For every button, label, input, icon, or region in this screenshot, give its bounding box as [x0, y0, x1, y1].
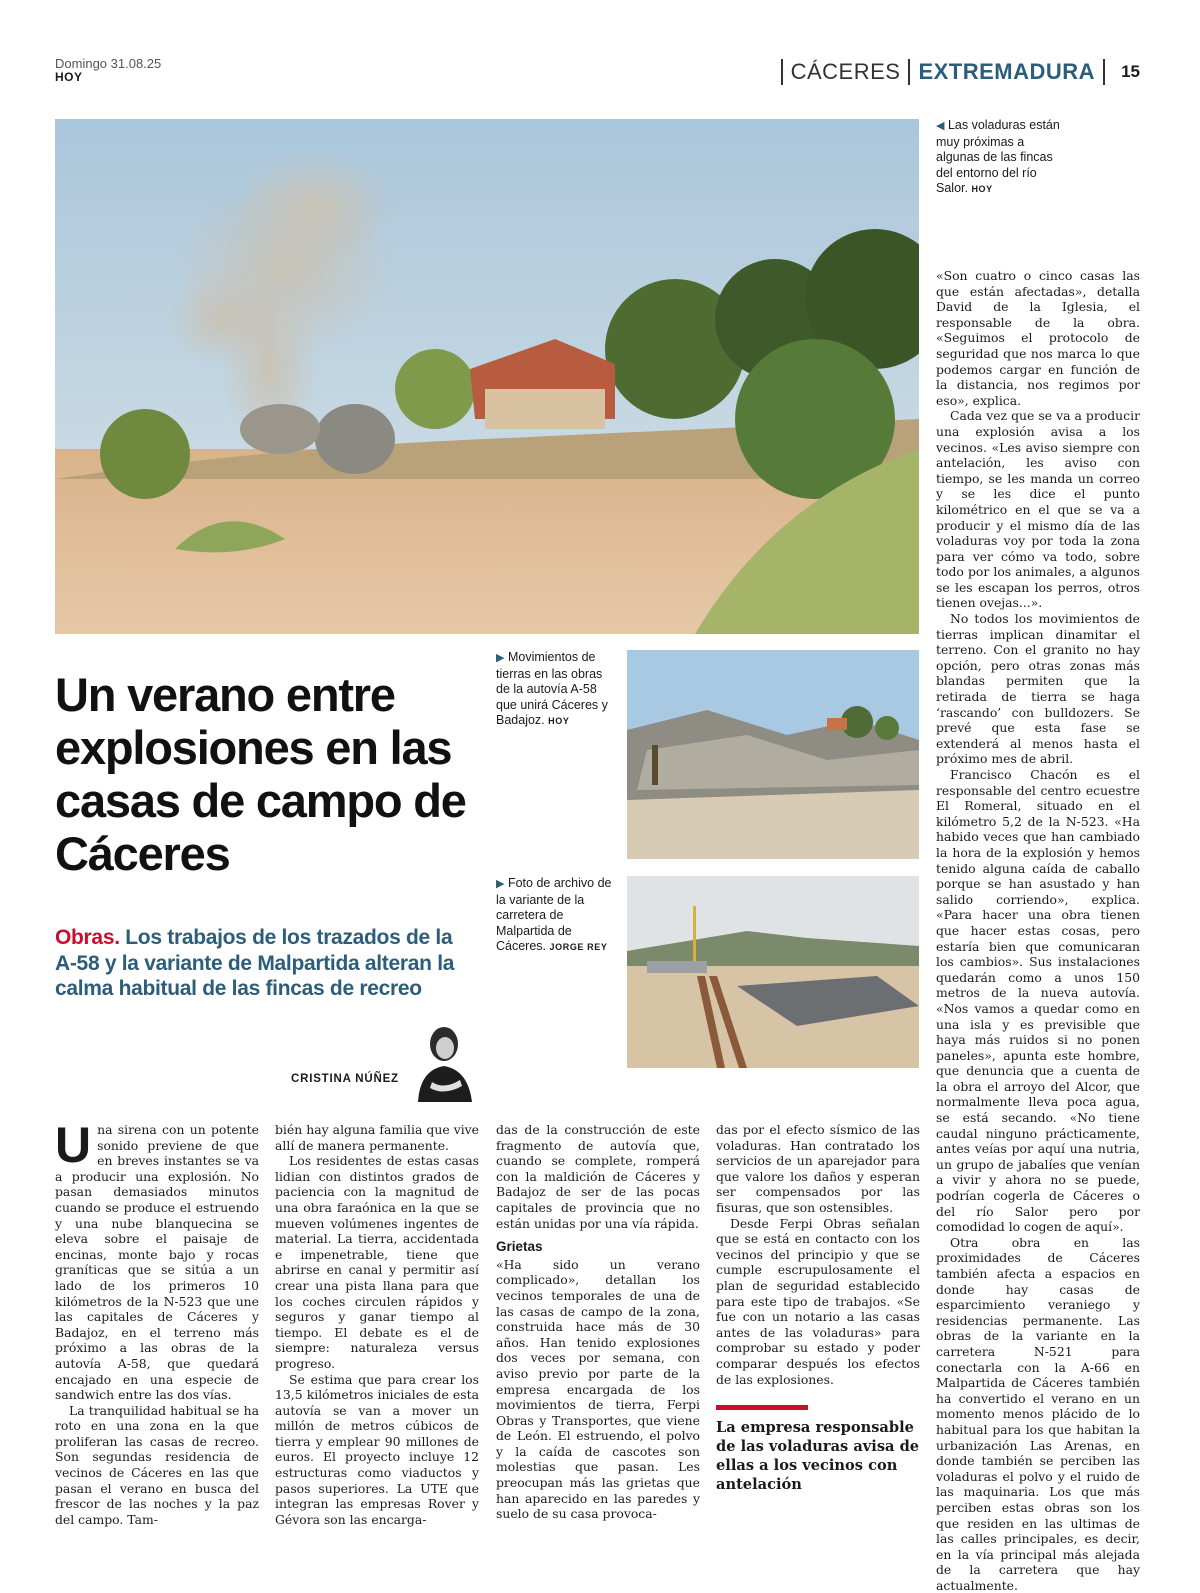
pullquote-rule: [716, 1405, 808, 1410]
paragraph: das por el efecto sísmico de las voladuras. Han contratado los servicios de un aparejador para que valore los daños y esperan ser compensados por las fisuras, que son ostensibles.: [716, 1122, 920, 1215]
caption-arrow-left-icon: ◀: [936, 120, 945, 132]
paragraph: No todos los movimientos de tierras implican dinamitar el terreno. Con el granito no hay opción, pero otras zonas más blandas permiten que la retirada de tierra se haga ‘rascando’ con bulldozers. Se prevé que esta fase se extenderá al menos hasta el próximo mes de abril.: [936, 611, 1140, 767]
pullquote: La empresa responsable de las voladuras avisa de ellas a los vecinos con antelación: [716, 1419, 920, 1494]
standfirst-text: Los trabajos de los trazados de la A-58 y la variante de Malpartida alteran la calma habitual de las fincas de recreo: [55, 926, 455, 1000]
paragraph: das de la construcción de este fragmento de autovía que, cuando se complete, romperá con la maldición de Cáceres y Badajoz de ser de las pocas capitales de provincia que no están unidas por una vía rápida.: [496, 1122, 700, 1231]
paragraph: Cada vez que se va a producir una explosión avisa a los vecinos. «Les aviso siempre con antelación, les aviso con tiempo, se les manda un correo y se les dice el punto kilométrico en el que se va a producir y el mismo día de las voladuras voy por toda la zona para ver cómo va todo, sobre todo por los animales, a algunos se les escapan los perros, otros tienen ovejas...».: [936, 408, 1140, 611]
publication-name: HOY: [55, 70, 83, 84]
variant-road-photo: [627, 876, 919, 1068]
author-portrait: [410, 1020, 478, 1102]
body-column-4: [716, 1122, 920, 1494]
divider: [1103, 59, 1105, 85]
paragraph: Se estima que para crear los 13,5 kilómetros iniciales de esta autovía se van a mover un millón de metros cúbicos de tierra y emplear 90 millones de euros. El proyecto incluye 12 estructuras como viaductos y pasos superiores. La UTE que integran las empresas Rover y Gévora son las encarga-: [275, 1371, 479, 1527]
main-photo: [55, 119, 919, 634]
caption-arrow-right-icon: ▶: [496, 652, 505, 664]
paragraph: Una sirena con un potente sonido previene de que en breves instantes se va a producir una explosión. No pasan demasiados minutos cuando se produce el estruendo y una nube blanquecina se eleva sobre el paisaje de encinas, monte bajo y rocas graníticas que se sitúa a un lado de los primeros 10 kilómetros de la N-523 que une las capitales de Cáceres y Badajoz, en el terreno más próximo a las obras de la autovía A-58, que quedará encajado en una especie de sandwich entre las dos vías.: [55, 1117, 259, 1403]
paragraph: «Ha sido un verano complicado», detallan los vecinos temporales de una de las casas de campo de la zona, construida hace más de 30 años. Han tenido explosiones dos veces por semana, con aviso previo por parte de la empresa encargada de los movimientos de tierra, Ferpi Obras y Transportes, que viene de León. El estruendo, el polvo y la caída de cascotes son molestias que pasan. Les preocupan más las grietas que han aparecido en las paredes y suelo de su casa provoca-: [496, 1256, 700, 1522]
subheading: Grietas: [496, 1239, 543, 1255]
paragraph: bién hay alguna familia que vive allí de manera permanente.: [275, 1122, 479, 1153]
paragraph: Francisco Chacón es el responsable del centro ecuestre El Romeral, situado en el kilómetro 5,2 de la N-523. «Ha habido veces que han cambiado la hora de la explosión y hemos tenido alguna caída de caballo porque se han asustado y han salido corriendo», explica. «Para hacer una obra tienen que hacer estas cosas, pero estaría bien que comunicaran los cambios». Sus instalaciones quedarán como a unos 150 metros de la nueva autovía. «Nos vamos a quedar como en una isla y es previsible que haya más ruidos si no ponen paneles», apunta este hombre, que denuncia que a cuenta de la obra el arroyo del Alcor, que normalmente lleva poca agua, se está secando. «No tiene caudal ninguno prácticamente, antes veías por aquí una nutria, un grupo de jabalíes que venían a vivir y ahora no se puede, podrían cogerla de Cáceres o del río Salor pero por comodidad lo cogen de aquí».: [936, 767, 1140, 1235]
body-column-1: [55, 1117, 259, 1527]
byline: CRISTINA NÚÑEZ: [291, 1073, 399, 1085]
earthworks-photo: [627, 650, 919, 859]
article-standfirst: [55, 925, 455, 1002]
article-headline: Un verano entre explosiones en las casas de campo de Cáceres: [55, 668, 466, 880]
main-photo-caption: ◀ Las voladuras están muy próximas a algunas de las fincas del entorno del río Salor. HOY: [936, 118, 1060, 195]
caption-arrow-right-icon: ▶: [496, 878, 505, 890]
photo-credit: HOY: [548, 716, 570, 726]
paragraph: Los residentes de estas casas lidian con distintos grados de paciencia con la magnitud de una obra faraónica en la que se mueven volúmenes ingentes de material. La tierra, accidentada e impenetrable, tiene que abrirse en canal y permitir así crear una pista llana para que los coches circulen rápidos y seguros y ganar tiempo al tiempo. El debate es el de siempre: naturaleza versus progreso.: [275, 1153, 479, 1371]
section-city: CÁCERES: [790, 59, 901, 84]
body-column-3: [496, 1122, 700, 1522]
photo-credit: HOY: [971, 184, 993, 194]
section-header: [773, 58, 1140, 86]
photo-credit: JORGE REY: [549, 942, 608, 952]
photo3-caption: ▶ Foto de archivo de la variante de la carretera de Malpartida de Cáceres. JORGE REY: [496, 876, 612, 953]
drop-cap: U: [55, 1117, 92, 1173]
section-region: EXTREMADURA: [918, 59, 1096, 84]
paragraph: «Son cuatro o cinco casas las que están afectadas», detalla David de la Iglesia, el responsable de la obra. «Seguimos el protocolo de seguridad que nos marca lo que podemos cargar en función de la distancia, nos regimos por eso», explica.: [936, 268, 1140, 408]
divider: [781, 59, 783, 85]
kicker: Obras.: [55, 926, 120, 949]
edition-date: Domingo 31.08.25: [55, 56, 162, 71]
paragraph: Desde Ferpi Obras señalan que se está en contacto con los vecinos del principio y que se cumple escrupulosamente el plan de seguridad establecido para este tipo de trabajos. «Se fue con un notario a las casas antes de las voladuras» para comprobar su estado y poder comparar después los efectos de las explosiones.: [716, 1215, 920, 1387]
body-column-2: [275, 1122, 479, 1527]
page-number: 15: [1121, 62, 1140, 81]
paragraph: Otra obra en las proximidades de Cáceres también afecta a espacios en donde hay casas de esparcimiento veraniego y residencias permanente. Las obras de la variante en la carretera N-521 para conectarla con la A-66 en Malpartida de Cáceres también ha convertido el verano en un momento menos plácido de lo habitual para los que habitan la urbanización Las Arenas, en donde también se perciben las voladuras el polvo y el ruido de las maquinaria. Los que más perciben estas obras son los que residen en las ultimas de las calles principales, es decir, en la vía principal más alejada de la carretera que hay actualmente.: [936, 1234, 1140, 1593]
divider: [908, 59, 910, 85]
photo2-caption: ▶ Movimientos de tierras en las obras de la autovía A-58 que unirá Cáceres y Badajoz. HOY: [496, 650, 608, 727]
body-column-5: [936, 268, 1140, 1593]
paragraph: La tranquilidad habitual se ha roto en una zona en la que proliferan las casas de recreo. Son segundas residencia de vecinos de Cáceres en las que pasan el verano en busca del frescor de las noches y la paz del campo. Tam-: [55, 1402, 259, 1527]
